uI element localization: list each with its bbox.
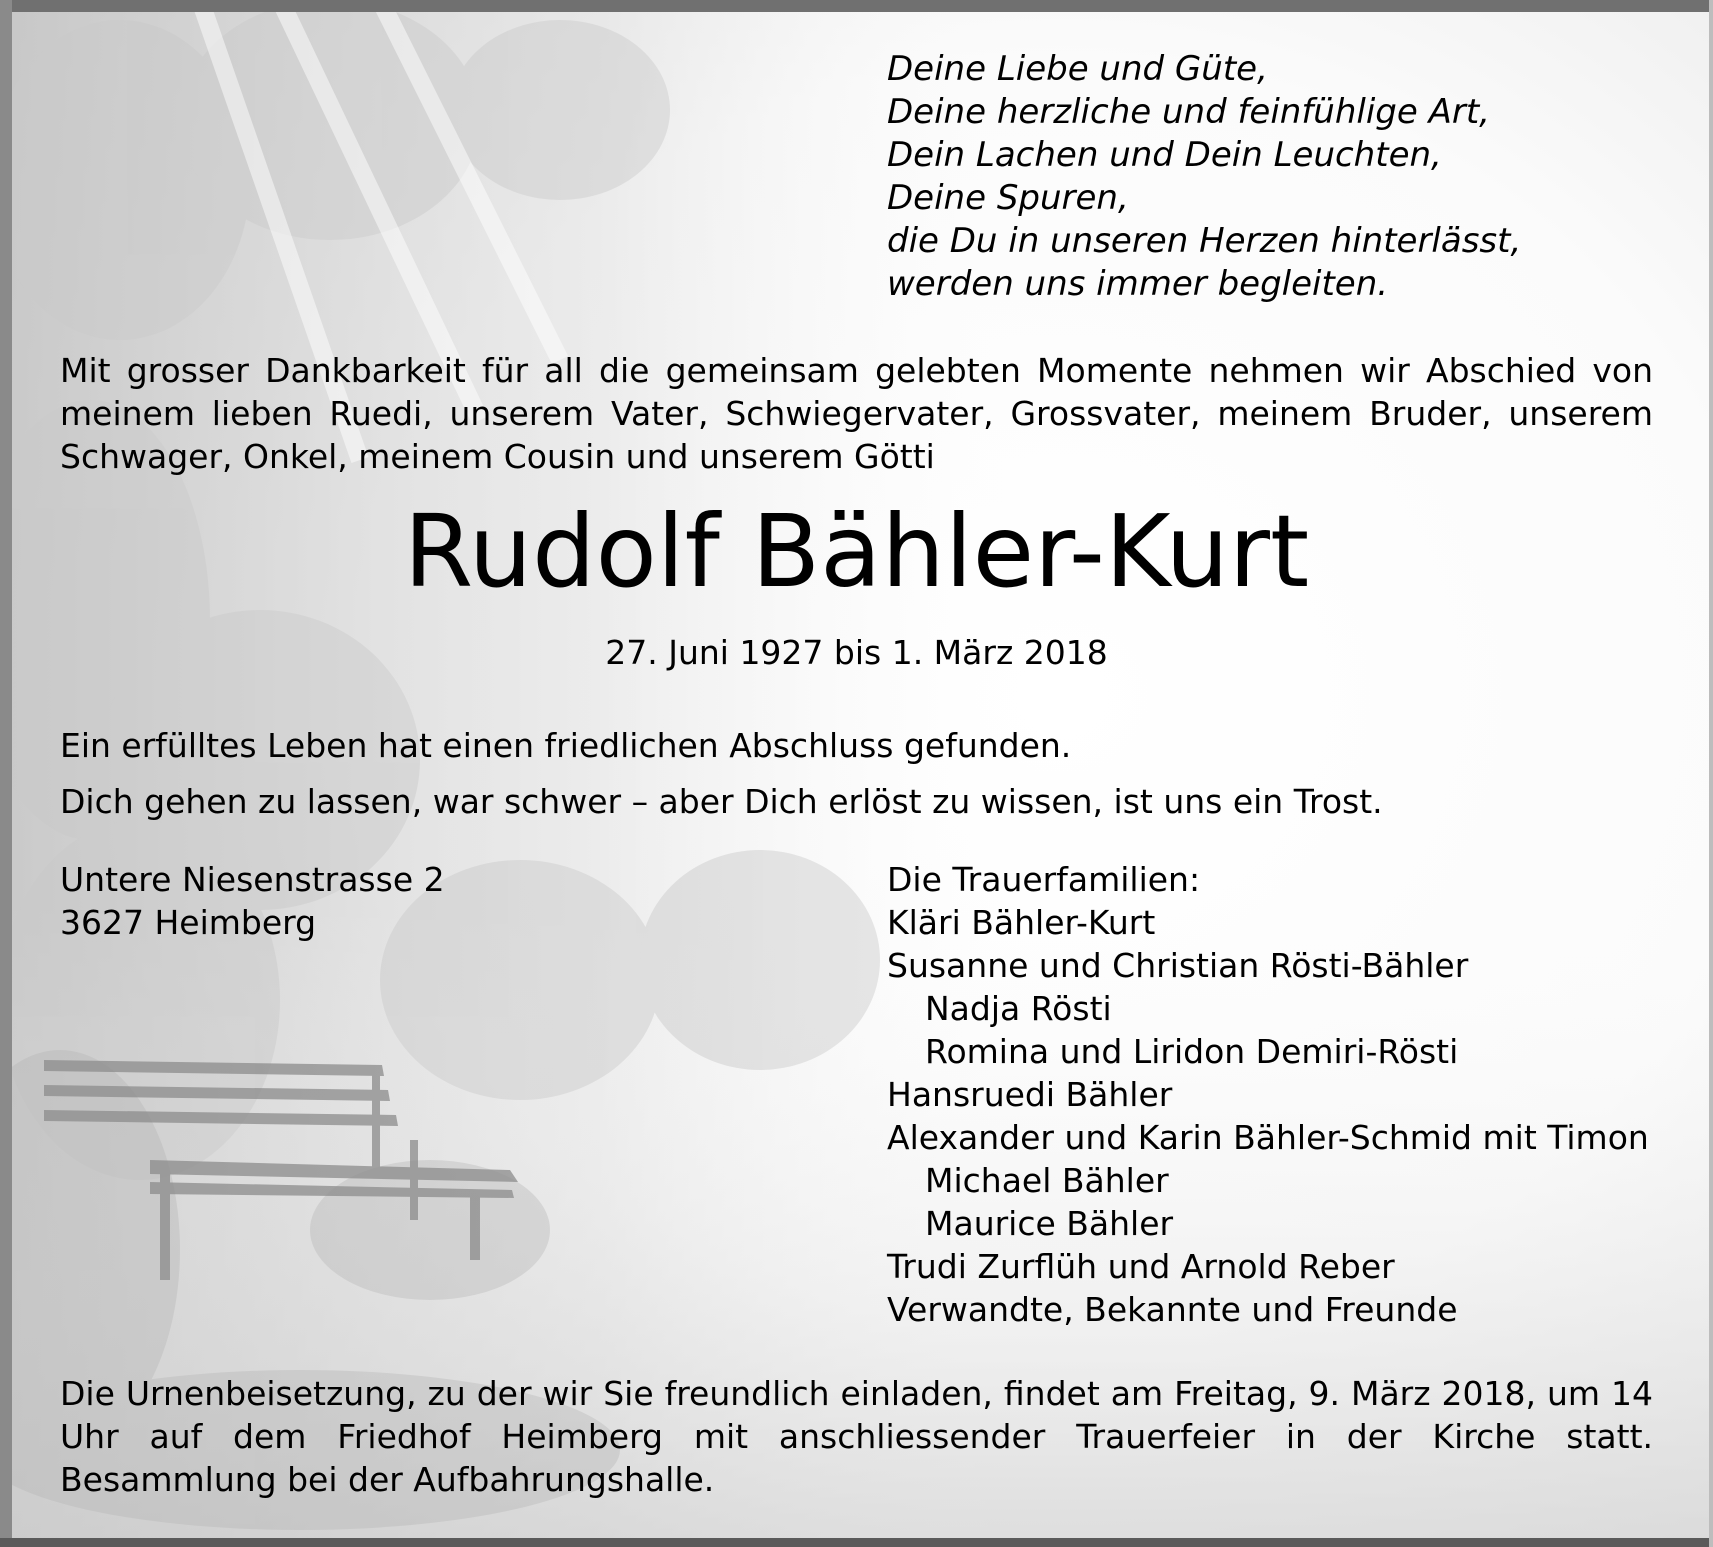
family-member: Maurice Bähler [925, 1204, 1174, 1243]
frame-left-border [0, 0, 12, 1547]
poem-line: werden uns immer begleiten. [887, 264, 1389, 304]
address-street: Untere Niesenstrasse 2 [60, 860, 445, 899]
poem-line: Deine Liebe und Güte, [887, 49, 1268, 89]
poem [887, 48, 1667, 306]
poem-line: die Du in unseren Herzen hinterlässt, [887, 221, 1522, 261]
families-heading: Die Trauerfamilien: [887, 860, 1201, 899]
poem-line: Dein Lachen und Dein Leuchten, [887, 135, 1442, 175]
intro-paragraph: Mit grosser Dankbarkeit für all die gemeinsam gelebten Momente nehmen wir Abschied von meinem lieben Ruedi, unserem Vater, Schwiegervater, Grossvater, meinem Bruder, unserem Schwager, Onkel, meinem Cousin und unserem Götti [60, 351, 1653, 476]
family-member: Susanne und Christian Rösti-Bähler [887, 946, 1469, 985]
address-block [60, 858, 760, 944]
poem-line: Deine Spuren, [887, 178, 1129, 218]
closing-line: Ein erfülltes Leben hat einen friedlichen Abschluss gefunden. [60, 726, 1072, 765]
family-member: Nadja Rösti [925, 989, 1112, 1028]
closing-lines [60, 718, 1660, 830]
family-member: Hansruedi Bähler [887, 1075, 1173, 1114]
life-dates: 27. Juni 1927 bis 1. März 2018 [605, 633, 1108, 672]
family-member: Alexander und Karin Bähler-Schmid mit Timon [887, 1118, 1649, 1157]
family-member: Trudi Zurflüh und Arnold Reber [887, 1247, 1395, 1286]
funeral-notice: Die Urnenbeisetzung, zu der wir Sie freundlich einladen, findet am Freitag, 9. März 2018, um 14 Uhr auf dem Friedhof Heimberg mit anschliessender Trauerfeier in der Kirche statt. Besammlung bei der Aufbahrungshalle. [60, 1374, 1653, 1499]
family-member: Kläri Bähler-Kurt [887, 903, 1156, 942]
mourning-families [887, 858, 1687, 1331]
poem-line: Deine herzliche und feinfühlige Art, [887, 92, 1490, 132]
deceased-name: Rudolf Bähler-Kurt [403, 493, 1310, 610]
address-city: 3627 Heimberg [60, 903, 317, 942]
frame-bottom-border [0, 1538, 1713, 1547]
closing-line: Dich gehen zu lassen, war schwer – aber Dich erlöst zu wissen, ist uns ein Trost. [60, 782, 1383, 821]
frame-right-border [1709, 0, 1713, 1547]
family-member: Verwandte, Bekannte und Freunde [887, 1290, 1458, 1329]
frame-top-border [0, 0, 1713, 12]
family-member: Romina und Liridon Demiri-Rösti [925, 1032, 1459, 1071]
family-member: Michael Bähler [925, 1161, 1169, 1200]
